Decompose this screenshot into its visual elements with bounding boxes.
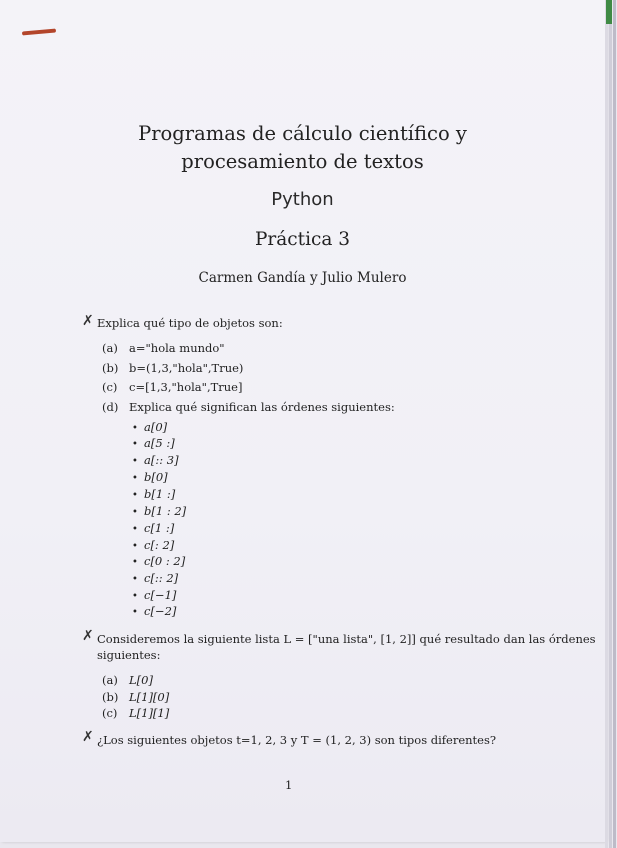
bullet-item: • b[0] xyxy=(132,470,168,484)
exercise-2-item-b: (b) L[1][0] xyxy=(102,690,170,704)
staple-mark xyxy=(22,29,56,36)
check-mark-1: ✗ xyxy=(82,313,94,329)
bullet-item: • a[0] xyxy=(132,420,168,434)
exercise-1-item-d: (d) Explica qué significan las órdenes siguientes: xyxy=(102,400,395,414)
bullet-item: • a[:: 3] xyxy=(132,453,179,467)
bullet-item: • b[1 : 2] xyxy=(132,504,187,518)
page-edge xyxy=(605,0,608,848)
bullet-item: • c[: 2] xyxy=(132,538,175,552)
exercise-2-text-line-1: Consideremos la siguiente lista L = ["una lista", [1, 2]] qué resultado dan las órdenes xyxy=(97,632,596,646)
page-edge xyxy=(613,0,616,848)
title-line-1: Programas de cálculo científico y xyxy=(138,122,467,145)
title-line-2: procesamiento de textos xyxy=(181,150,424,173)
check-mark-2: ✗ xyxy=(82,628,94,644)
bullet-item: • c[1 :] xyxy=(132,521,175,535)
exercise-2-item-c: (c) L[1][1] xyxy=(102,706,170,720)
bullet-item: • c[−2] xyxy=(132,604,177,618)
page-edge xyxy=(609,0,612,848)
exercise-1-text: Explica qué tipo de objetos son: xyxy=(97,316,283,330)
exercise-1-item-b: (b) b=(1,3,"hola",True) xyxy=(102,361,244,375)
subtitle: Python xyxy=(271,189,334,210)
exercise-3-text: ¿Los siguientes objetos t=1, 2, 3 y T = (1, 2, 3) son tipos diferentes? xyxy=(97,733,497,747)
bullet-item: • a[5 :] xyxy=(132,436,175,450)
exercise-1-item-a: (a) a="hola mundo" xyxy=(102,341,225,355)
exercise-2-item-a: (a) L[0] xyxy=(102,673,153,687)
check-mark-3: ✗ xyxy=(82,729,94,745)
page-number: 1 xyxy=(285,778,293,792)
bullet-item: • c[−1] xyxy=(132,588,177,602)
bullet-item: • b[1 :] xyxy=(132,487,176,501)
bullet-item: • c[:: 2] xyxy=(132,571,179,585)
exercise-1-item-c: (c) c=[1,3,"hola",True] xyxy=(102,380,243,394)
authors: Carmen Gandía y Julio Mulero xyxy=(198,270,407,286)
bullet-item: • c[0 : 2] xyxy=(132,554,186,568)
practica-heading: Práctica 3 xyxy=(254,229,351,250)
green-tab-mark xyxy=(606,0,612,24)
exercise-2-text-line-2: siguientes: xyxy=(97,648,161,662)
